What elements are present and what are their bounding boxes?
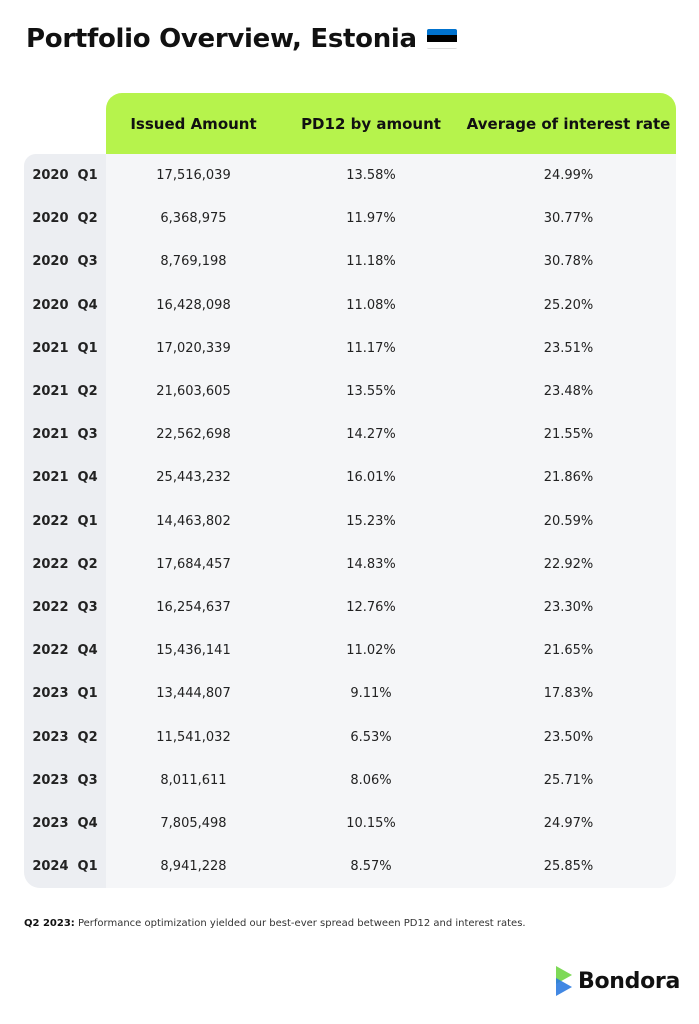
table-row (24, 456, 676, 499)
table-row (24, 154, 676, 197)
cell-pd12: 10.15% (346, 816, 396, 832)
cell-pd12: 11.02% (346, 643, 396, 659)
cell-interest-rate: 23.48% (543, 384, 594, 400)
cell-pd12: 11.08% (346, 297, 396, 313)
cell-issued-amount: 8,769,198 (160, 254, 227, 270)
row-label: 2022 Q2 (32, 556, 98, 572)
cell-interest-rate: 21.86% (543, 470, 594, 486)
cell-issued-amount: 25,443,232 (156, 470, 231, 486)
header-interest-rate: Average of interest rate (466, 114, 671, 133)
table-row (24, 370, 676, 413)
cell-issued-amount: 11,541,032 (156, 729, 231, 745)
cell-issued-amount: 14,463,802 (156, 513, 231, 529)
cell-interest-rate: 21.55% (543, 427, 594, 443)
cell-pd12: 14.83% (346, 556, 396, 572)
table-row (24, 240, 676, 283)
cell-pd12: 12.76% (346, 600, 396, 616)
cell-interest-rate: 25.20% (543, 297, 594, 313)
table-row (24, 197, 676, 240)
cell-pd12: 11.17% (346, 340, 396, 356)
estonia-flag-icon (427, 29, 457, 49)
cell-pd12: 13.55% (346, 384, 396, 400)
cell-pd12: 9.11% (350, 686, 392, 702)
cell-issued-amount: 16,428,098 (156, 297, 231, 313)
row-label: 2023 Q1 (32, 686, 98, 702)
cell-interest-rate: 20.59% (543, 513, 594, 529)
table-row (24, 586, 676, 629)
row-label: 2020 Q2 (32, 211, 98, 227)
cell-pd12: 8.06% (350, 772, 392, 788)
cell-issued-amount: 17,020,339 (156, 340, 231, 356)
table-row (24, 845, 676, 888)
cell-interest-rate: 24.97% (543, 816, 594, 832)
cell-interest-rate: 22.92% (543, 556, 594, 572)
table-row (24, 759, 676, 802)
row-label: 2023 Q4 (32, 816, 98, 832)
cell-interest-rate: 23.51% (543, 340, 594, 356)
cell-pd12: 6.53% (350, 729, 392, 745)
row-label: 2020 Q4 (32, 297, 98, 313)
page-title-text: Portfolio Overview, Estonia (26, 24, 417, 54)
cell-interest-rate: 25.85% (543, 859, 594, 875)
table-row (24, 500, 676, 543)
cell-issued-amount: 8,941,228 (160, 859, 227, 875)
cell-interest-rate: 23.30% (543, 600, 594, 616)
footnote-text: Performance optimization yielded our best-ever spread between PD12 and interest rates. (74, 918, 526, 929)
header-issued-amount: Issued Amount (130, 114, 257, 133)
table-row (24, 413, 676, 456)
cell-interest-rate: 24.99% (543, 168, 594, 184)
cell-interest-rate: 17.83% (543, 686, 594, 702)
row-label: 2022 Q3 (32, 600, 98, 616)
row-label: 2021 Q3 (32, 427, 98, 443)
bondora-logo-icon (556, 966, 572, 996)
table-row (24, 716, 676, 759)
bondora-logo-text: Bondora (578, 968, 681, 994)
cell-pd12: 13.58% (346, 168, 396, 184)
row-label: 2022 Q4 (32, 643, 98, 659)
cell-issued-amount: 15,436,141 (156, 643, 231, 659)
header-pd12: PD12 by amount (301, 114, 441, 133)
row-label: 2022 Q1 (32, 513, 98, 529)
table-row (24, 284, 676, 327)
cell-issued-amount: 7,805,498 (160, 816, 227, 832)
table-header (106, 93, 676, 154)
cell-issued-amount: 17,684,457 (156, 556, 231, 572)
cell-issued-amount: 21,603,605 (156, 384, 231, 400)
table-body (24, 154, 676, 888)
cell-interest-rate: 25.71% (543, 772, 594, 788)
cell-issued-amount: 17,516,039 (156, 168, 231, 184)
cell-issued-amount: 16,254,637 (156, 600, 231, 616)
portfolio-table (24, 93, 676, 888)
cell-pd12: 8.57% (350, 859, 392, 875)
table-row (24, 543, 676, 586)
table-row (24, 672, 676, 715)
cell-pd12: 16.01% (346, 470, 396, 486)
row-label: 2024 Q1 (32, 859, 98, 875)
row-label: 2020 Q3 (32, 254, 98, 270)
cell-interest-rate: 21.65% (543, 643, 594, 659)
row-label: 2023 Q3 (32, 772, 98, 788)
row-label: 2021 Q1 (32, 340, 98, 356)
row-label: 2021 Q2 (32, 384, 98, 400)
cell-pd12: 11.18% (346, 254, 396, 270)
cell-pd12: 15.23% (346, 513, 396, 529)
cell-issued-amount: 8,011,611 (160, 772, 227, 788)
cell-issued-amount: 6,368,975 (160, 211, 227, 227)
table-row (24, 629, 676, 672)
cell-pd12: 14.27% (346, 427, 396, 443)
table-row (24, 327, 676, 370)
cell-interest-rate: 30.78% (543, 254, 594, 270)
cell-interest-rate: 30.77% (543, 211, 594, 227)
row-label: 2021 Q4 (32, 470, 98, 486)
footnote-label: Q2 2023: (24, 918, 75, 929)
cell-issued-amount: 22,562,698 (156, 427, 231, 443)
row-label: 2020 Q1 (32, 168, 98, 184)
footnote (24, 918, 526, 929)
row-label: 2023 Q2 (32, 729, 98, 745)
cell-interest-rate: 23.50% (543, 729, 594, 745)
page-title (26, 24, 457, 54)
cell-issued-amount: 13,444,807 (156, 686, 231, 702)
cell-pd12: 11.97% (346, 211, 396, 227)
bondora-logo (556, 966, 680, 996)
table-row (24, 802, 676, 845)
